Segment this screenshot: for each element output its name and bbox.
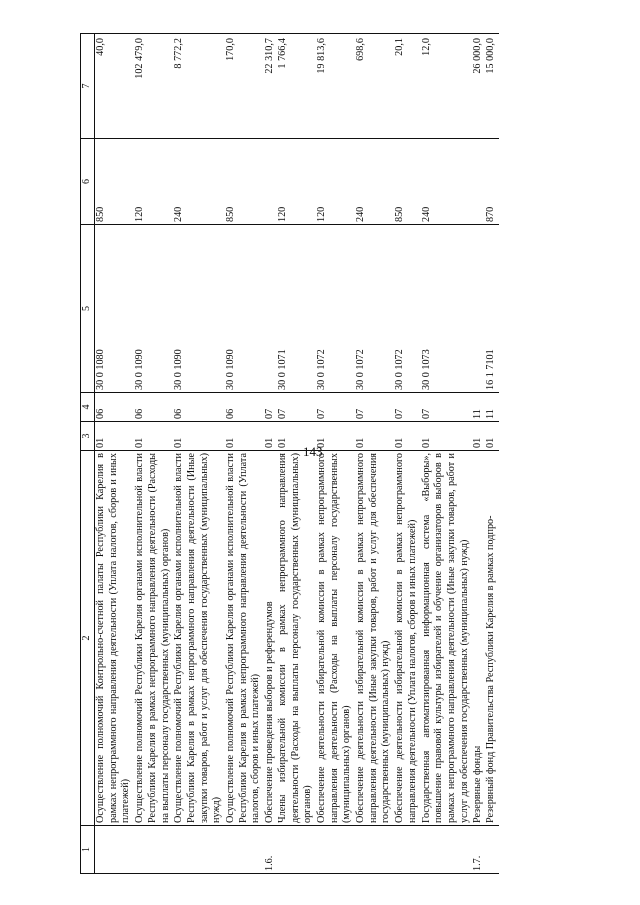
target-article-code: 30 0 1072 [316,225,355,393]
chapter-code: 01 01 [264,422,316,451]
section-number: 1.6. [264,826,316,874]
table-row [173,34,225,874]
amount-value: 20,1 [394,34,420,139]
subchapter-code: 07 07 [264,393,316,422]
amount-value: 12,0 [421,34,473,139]
section-number [394,826,420,874]
table-row [134,34,173,874]
row-description: Осуществление полномочий Республики Карелия органами исполнительной власти Республики Карелия в рамках непрограммного направления деятельности (Уплата налогов, сборов и иных платежей) [225,451,264,826]
expense-type-code: 120 [316,139,355,225]
table-row [421,34,473,874]
target-article-code: 30 0 1071 [264,225,316,393]
table-row [316,34,355,874]
budget-table [80,33,499,874]
section-number [355,826,394,874]
budget-table-rotated [80,34,560,874]
row-description: Обеспечение деятельности избирательной комиссии в рамках непрограммного направления деятельности (Расходы на выплаты персоналу государственных (муниципальных) органов) [316,451,355,826]
expense-type-code: 240 [173,139,225,225]
col-header-5: 5 [81,225,95,393]
expense-type-code: 870 [472,139,498,225]
table-row [95,34,135,874]
chapter-code: 01 [394,422,420,451]
col-header-7: 7 [81,34,95,139]
amount-value: 102 479,0 [134,34,173,139]
expense-type-code: 850 [394,139,420,225]
target-article-code: 30 0 1072 [355,225,394,393]
row-description: Обеспечение проведения выборов и референдумов Члены избирательной комиссии в рамках непрограммного направления деятельности (Расходы на выплаты персоналу государственных (муниципальных) органов) [264,451,316,826]
subchapter-code: 07 [421,393,473,422]
row-description: Резервные фонды Резервный фонд Правительства Республики Карелия в рамках подпро- [472,451,498,826]
amount-value: 40,0 [95,34,135,139]
row-description: Обеспечение деятельности избирательной комиссии в рамках непрограммного направления деятельности (Уплата налогов, сборов и иных платежей) [394,451,420,826]
target-article-code: 30 0 1090 [173,225,225,393]
subchapter-code: 06 [134,393,173,422]
chapter-code: 01 [421,422,473,451]
col-header-4: 4 [81,393,95,422]
subchapter-code: 06 [95,393,135,422]
table-row [394,34,420,874]
amount-value: 22 310,7 1 766,4 [264,34,316,139]
chapter-code: 01 [134,422,173,451]
row-description: Осуществление полномочий Республики Карелия органами исполнительной власти Республики Карелия в рамках непрограммного направления деятельности (Иные закупки товаров, работ и услуг для обеспечения государственных (муниципальных) нужд) [173,451,225,826]
target-article-code: 30 0 1072 [394,225,420,393]
target-article-code: 30 0 1080 [95,225,135,393]
expense-type-code: 240 [421,139,473,225]
section-number [225,826,264,874]
amount-value: 8 772,2 [173,34,225,139]
target-article-code: 16 1 7101 [472,225,498,393]
table-row [264,34,316,874]
section-number [173,826,225,874]
subchapter-code: 06 [225,393,264,422]
amount-value: 698,6 [355,34,394,139]
table-header-row [81,34,95,874]
subchapter-code: 07 [394,393,420,422]
page-number: 143 [303,444,323,459]
target-article-code: 30 0 1090 [134,225,173,393]
section-number: 1.7. [472,826,498,874]
table-row [225,34,264,874]
expense-type-code: 850 [95,139,135,225]
expense-type-code: 240 [355,139,394,225]
col-header-6: 6 [81,139,95,225]
amount-value: 19 813,6 [316,34,355,139]
subchapter-code: 07 [355,393,394,422]
expense-type-code: 850 [225,139,264,225]
target-article-code: 30 0 1090 [225,225,264,393]
col-header-1: 1 [81,826,95,874]
row-description: Обеспечение деятельности избирательной комиссии в рамках непрограммного направления деятельности (Иные закупки товаров, работ и услуг для обеспечения государственных (муниципальных) нужд) [355,451,394,826]
amount-value: 170,0 [225,34,264,139]
subchapter-code: 06 [173,393,225,422]
table-row [472,34,498,874]
expense-type-code: 120 [264,139,316,225]
subchapter-code: 07 [316,393,355,422]
chapter-code: 01 [173,422,225,451]
chapter-code: 01 [225,422,264,451]
section-number [134,826,173,874]
subchapter-code: 11 11 [472,393,498,422]
col-header-2: 2 [81,451,95,826]
expense-type-code: 120 [134,139,173,225]
chapter-code: 01 01 [472,422,498,451]
chapter-code: 01 [355,422,394,451]
section-number [421,826,473,874]
chapter-code: 01 [95,422,135,451]
section-number [95,826,135,874]
row-description: Государственная автоматизированная информационная система «Выборы», повышение правовой культуры избирателей и обучение организаторов выборов в рамках непрограммного направления деятельности (Иные закупки товаров, работ и услуг для обеспечения государственных (муниципальных) нужд) [421,451,473,826]
col-header-3: 3 [81,422,95,451]
table-row [355,34,394,874]
section-number [316,826,355,874]
row-description: Осуществление полномочий Республики Карелия органами исполнительной власти Республики Карелия в рамках непрограммного направления деятельности (Расходы на выплаты персоналу государственных (муниципальных) органов) [134,451,173,826]
chapter-code: 01 [316,422,355,451]
target-article-code: 30 0 1073 [421,225,473,393]
row-description: Осуществление полномочий Контрольно-счетной палаты Республики Карелия в рамках непрограммного направления деятельности (Уплата налогов, сборов и иных платежей) [95,451,135,826]
amount-value: 26 000,0 15 000,0 [472,34,498,139]
